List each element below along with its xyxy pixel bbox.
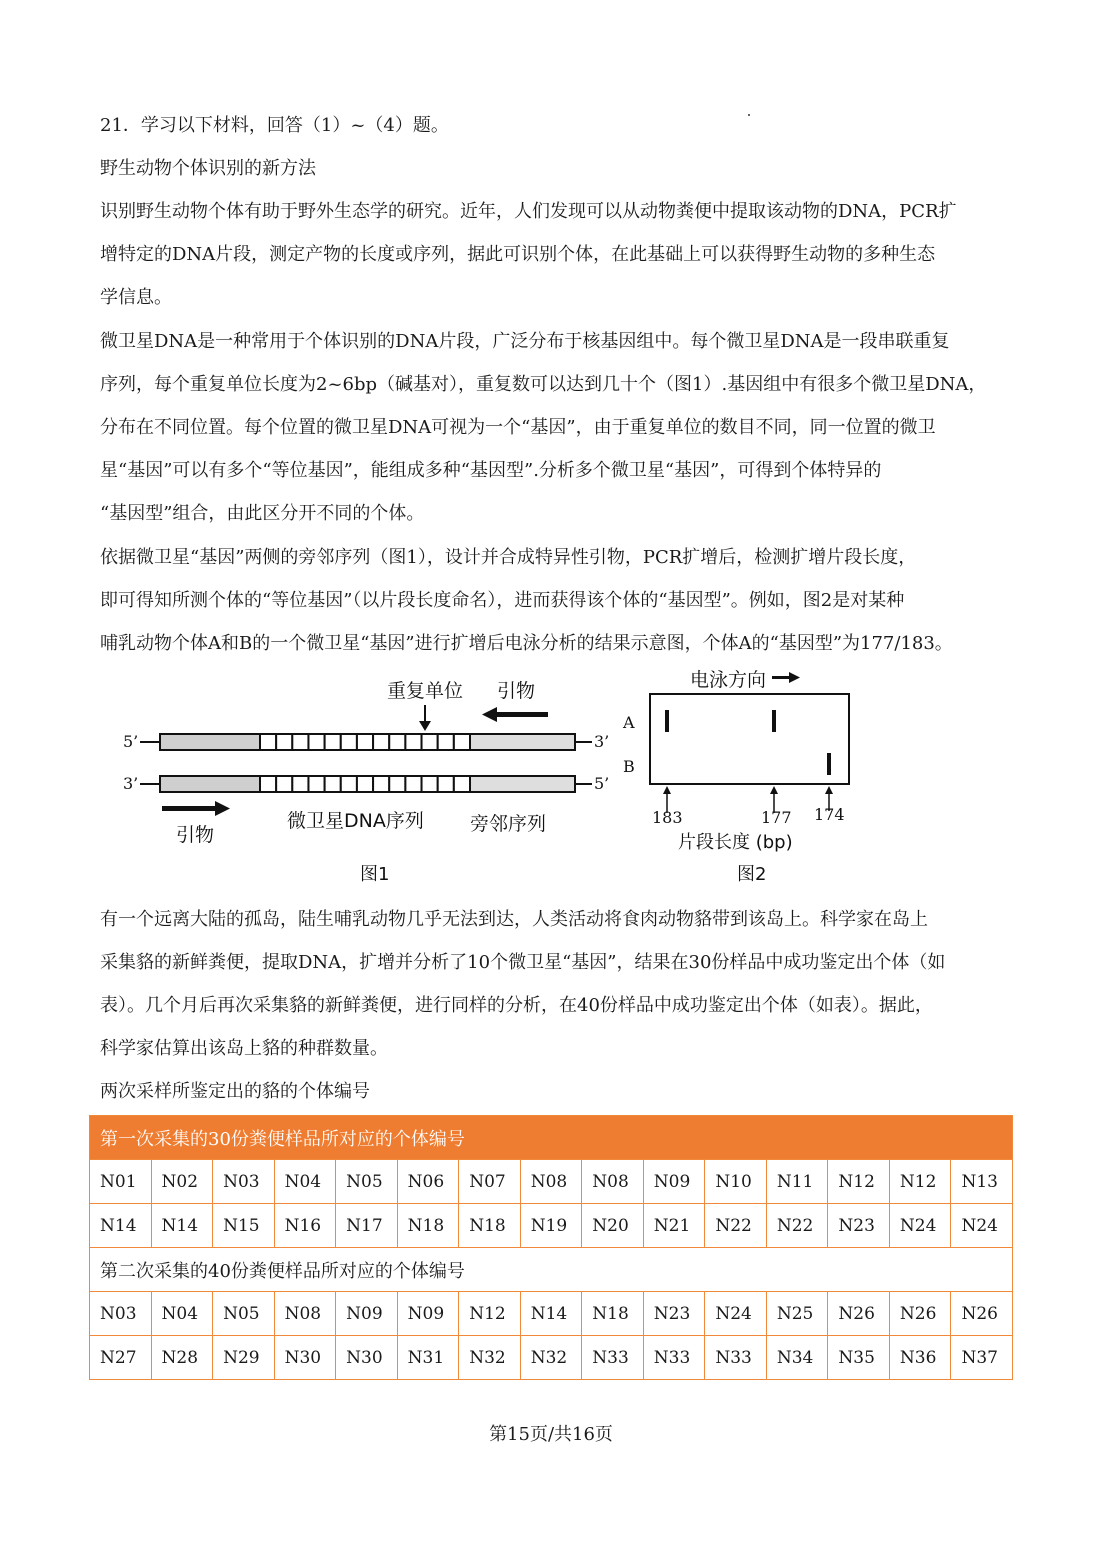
question-text: 21．学习以下材料，回答（1）~（4）题。 bbox=[100, 115, 449, 136]
table-header-cell: 第一次采集的30份粪便样品所对应的个体编号 bbox=[90, 1116, 1013, 1160]
end-label: 5’ bbox=[123, 732, 139, 751]
table-cell: N20 bbox=[582, 1204, 644, 1248]
table-cell: N11 bbox=[766, 1160, 828, 1204]
paragraph-line: “基因型”组合，由此区分开不同的个体。 bbox=[100, 503, 425, 524]
figure-2 bbox=[622, 669, 849, 885]
primer-arrow-top bbox=[495, 712, 548, 717]
repeat-unit-box bbox=[438, 776, 454, 792]
table-header-second bbox=[90, 1248, 1013, 1292]
figure-1-caption: 图1 bbox=[360, 864, 390, 885]
table-cell: N26 bbox=[951, 1292, 1013, 1336]
question-line bbox=[100, 104, 1005, 147]
table-cell: N23 bbox=[643, 1292, 705, 1336]
flanking-box bbox=[470, 776, 575, 792]
figure-1 bbox=[123, 680, 609, 885]
paragraph-line: 微卫星DNA是一种常用于个体识别的DNA片段，广泛分布于核基因组中。每个微卫星DNA是一段串联重复 bbox=[100, 331, 950, 352]
repeat-unit-box bbox=[422, 776, 438, 792]
table-cell: N24 bbox=[889, 1204, 951, 1248]
repeat-unit-box bbox=[454, 776, 470, 792]
table-cell: N24 bbox=[705, 1292, 767, 1336]
table-row bbox=[90, 1336, 1013, 1380]
table-cell: N26 bbox=[889, 1292, 951, 1336]
direction-arrow bbox=[772, 676, 790, 679]
table-cell: N14 bbox=[520, 1292, 582, 1336]
repeat-unit-box bbox=[389, 776, 405, 792]
table-cell: N08 bbox=[274, 1292, 336, 1336]
figure-area bbox=[0, 665, 1102, 895]
repeat-units bbox=[260, 776, 470, 792]
repeat-unit-box bbox=[325, 776, 341, 792]
table-cell: N05 bbox=[213, 1292, 275, 1336]
table-cell: N33 bbox=[705, 1336, 767, 1380]
paragraph-3 bbox=[100, 536, 1005, 665]
table-cell: N18 bbox=[397, 1204, 459, 1248]
table-cell: N22 bbox=[766, 1204, 828, 1248]
table-cell: N25 bbox=[766, 1292, 828, 1336]
paragraph-line: 即可得知所测个体的“等位基因”（以片段长度命名），进而获得该个体的“基因型”。例如，图2是对某种 bbox=[100, 590, 905, 611]
table-cell: N23 bbox=[828, 1204, 890, 1248]
repeat-unit-arrowhead bbox=[419, 721, 431, 731]
repeat-unit-box bbox=[276, 734, 292, 750]
table-cell: N18 bbox=[459, 1204, 521, 1248]
repeat-unit-box bbox=[373, 776, 389, 792]
repeat-unit-box bbox=[357, 776, 373, 792]
tick-label-174: 174 bbox=[814, 805, 845, 824]
tick-arrowhead bbox=[770, 786, 778, 794]
end-label: 3’ bbox=[123, 774, 139, 793]
table-row bbox=[90, 1204, 1013, 1248]
table-cell: N33 bbox=[643, 1336, 705, 1380]
table-cell: N02 bbox=[151, 1160, 213, 1204]
table-cell: N26 bbox=[828, 1292, 890, 1336]
paragraph-4 bbox=[100, 898, 1005, 1070]
table-cell: N07 bbox=[459, 1160, 521, 1204]
table-cell: N30 bbox=[274, 1336, 336, 1380]
flanking-box bbox=[470, 734, 575, 750]
table-cell: N03 bbox=[90, 1292, 152, 1336]
primer-label-bottom: 引物 bbox=[176, 824, 215, 846]
table-cell: N10 bbox=[705, 1160, 767, 1204]
tick-arrowhead bbox=[825, 786, 833, 794]
tick-label-177: 177 bbox=[761, 808, 792, 827]
paragraph-line: 增特定的DNA片段，测定产物的长度或序列，据此可识别个体，在此基础上可以获得野生动物的多种生态 bbox=[100, 244, 936, 265]
paragraph-line: 学信息。 bbox=[100, 287, 172, 308]
table-caption-text: 两次采样所鉴定出的貉的个体编号 bbox=[100, 1081, 370, 1102]
gel-band-b-174 bbox=[827, 753, 831, 775]
primer-label-top: 引物 bbox=[497, 680, 536, 702]
table-cell: N21 bbox=[643, 1204, 705, 1248]
figure-svg bbox=[0, 665, 1102, 895]
repeat-unit-box bbox=[308, 734, 324, 750]
flanking-label: 旁邻序列 bbox=[470, 813, 547, 835]
table-cell: N12 bbox=[889, 1160, 951, 1204]
end-label: 5’ bbox=[594, 774, 610, 793]
table-cell: N37 bbox=[951, 1336, 1013, 1380]
repeat-unit-box bbox=[292, 734, 308, 750]
table-cell: N01 bbox=[90, 1160, 152, 1204]
table-cell: N22 bbox=[705, 1204, 767, 1248]
table-header-cell: 第二次采集的40份粪便样品所对应的个体编号 bbox=[90, 1248, 1013, 1292]
table-cell: N18 bbox=[582, 1292, 644, 1336]
direction-label: 电泳方向 bbox=[690, 669, 767, 691]
table-cell: N33 bbox=[582, 1336, 644, 1380]
paragraph-1 bbox=[100, 190, 1005, 319]
table-cell: N08 bbox=[582, 1160, 644, 1204]
repeat-unit-box bbox=[422, 734, 438, 750]
figure-2-caption: 图2 bbox=[737, 864, 767, 885]
repeat-unit-label: 重复单位 bbox=[387, 680, 464, 702]
paragraph-line: 表）。几个月后再次采集貉的新鲜粪便，进行同样的分析，在40份样品中成功鉴定出个体（如表）。据此， bbox=[100, 995, 933, 1016]
table-cell: N29 bbox=[213, 1336, 275, 1380]
primer-arrowhead-top bbox=[482, 707, 497, 722]
table-cell: N14 bbox=[151, 1204, 213, 1248]
paragraph-line: 星“基因”可以有多个“等位基因”，能组成多种“基因型”.分析多个微卫星“基因”，可得到个体特异的 bbox=[100, 460, 882, 481]
table-cell: N06 bbox=[397, 1160, 459, 1204]
table-cell: N05 bbox=[336, 1160, 398, 1204]
table-cell: N27 bbox=[90, 1336, 152, 1380]
x-axis-label: 片段长度 (bp) bbox=[678, 832, 793, 853]
paragraph-line: 依据微卫星“基因”两侧的旁邻序列（图1），设计并合成特异性引物，PCR扩增后，检测扩增片段长度， bbox=[100, 547, 917, 568]
microsatellite-label: 微卫星DNA序列 bbox=[287, 810, 424, 832]
table-cell: N34 bbox=[766, 1336, 828, 1380]
paragraph-line: 科学家估算出该岛上貉的种群数量。 bbox=[100, 1038, 388, 1059]
gel-box bbox=[650, 694, 849, 784]
table-row bbox=[90, 1292, 1013, 1336]
table-cell: N32 bbox=[520, 1336, 582, 1380]
table-cell: N09 bbox=[397, 1292, 459, 1336]
paragraph-line: 序列，每个重复单位长度为2~6bp（碱基对），重复数可以达到几十个（图1）.基因组中有很多个微卫星DNA， bbox=[100, 374, 987, 395]
paragraph-line: 哺乳动物个体A和B的一个微卫星“基因”进行扩增后电泳分析的结果示意图，个体A的“基因型”为177/183。 bbox=[100, 633, 953, 654]
table-caption bbox=[100, 1070, 1005, 1113]
repeat-unit-box bbox=[292, 776, 308, 792]
paragraph-2 bbox=[100, 320, 1005, 535]
repeat-unit-box bbox=[373, 734, 389, 750]
repeat-unit-box bbox=[405, 776, 421, 792]
article-title bbox=[100, 147, 1005, 190]
flanking-box bbox=[160, 776, 260, 792]
repeat-unit-box bbox=[341, 776, 357, 792]
table-cell: N04 bbox=[274, 1160, 336, 1204]
table-cell: N31 bbox=[397, 1336, 459, 1380]
table-cell: N36 bbox=[889, 1336, 951, 1380]
table-row bbox=[90, 1160, 1013, 1204]
repeat-unit-box bbox=[325, 734, 341, 750]
table-cell: N24 bbox=[951, 1204, 1013, 1248]
tick-arrowhead bbox=[663, 786, 671, 794]
repeat-unit-box bbox=[276, 776, 292, 792]
repeat-unit-box bbox=[438, 734, 454, 750]
paragraph-line: 有一个远离大陆的孤岛，陆生哺乳动物几乎无法到达，人类活动将食肉动物貉带到该岛上。科学家在岛上 bbox=[100, 909, 928, 930]
primer-arrowhead-bottom bbox=[215, 801, 230, 816]
flanking-box bbox=[160, 734, 260, 750]
table-cell: N03 bbox=[213, 1160, 275, 1204]
table-cell: N09 bbox=[336, 1292, 398, 1336]
table-cell: N04 bbox=[151, 1292, 213, 1336]
table-header-first bbox=[90, 1116, 1013, 1160]
primer-arrow-bottom bbox=[162, 806, 217, 811]
row-label-a: A bbox=[623, 713, 635, 732]
repeat-units bbox=[260, 734, 470, 750]
tick-label-183: 183 bbox=[652, 808, 683, 827]
row-label-b: B bbox=[623, 757, 635, 776]
table-cell: N08 bbox=[520, 1160, 582, 1204]
paragraph-line: 分布在不同位置。每个位置的微卫星DNA可视为一个“基因”，由于重复单位的数目不同，同一位置的微卫 bbox=[100, 417, 936, 438]
article-title-text: 野生动物个体识别的新方法 bbox=[100, 158, 316, 179]
table-cell: N28 bbox=[151, 1336, 213, 1380]
page-footer: 第15页/共16页 bbox=[489, 1424, 613, 1445]
table-cell: N15 bbox=[213, 1204, 275, 1248]
table-cell: N13 bbox=[951, 1160, 1013, 1204]
repeat-unit-box bbox=[357, 734, 373, 750]
table-cell: N09 bbox=[643, 1160, 705, 1204]
direction-arrowhead bbox=[789, 672, 800, 683]
table-cell: N17 bbox=[336, 1204, 398, 1248]
repeat-unit-box bbox=[454, 734, 470, 750]
repeat-unit-box bbox=[308, 776, 324, 792]
repeat-unit-box bbox=[260, 776, 276, 792]
gel-band-a-177 bbox=[772, 710, 776, 732]
table-cell: N19 bbox=[520, 1204, 582, 1248]
table-cell: N14 bbox=[90, 1204, 152, 1248]
repeat-unit-box bbox=[405, 734, 421, 750]
table-cell: N12 bbox=[459, 1292, 521, 1336]
paragraph-line: 识别野生动物个体有助于野外生态学的研究。近年，人们发现可以从动物粪便中提取该动物的DNA，PCR扩 bbox=[100, 201, 957, 222]
repeat-unit-box bbox=[341, 734, 357, 750]
repeat-unit-box bbox=[389, 734, 405, 750]
gel-band-a-183 bbox=[665, 710, 669, 732]
table-cell: N35 bbox=[828, 1336, 890, 1380]
table-cell: N32 bbox=[459, 1336, 521, 1380]
table-cell: N30 bbox=[336, 1336, 398, 1380]
table-cell: N12 bbox=[828, 1160, 890, 1204]
table-cell: N16 bbox=[274, 1204, 336, 1248]
samples-table bbox=[89, 1115, 1013, 1380]
end-label: 3’ bbox=[594, 732, 610, 751]
paragraph-line: 采集貉的新鲜粪便，提取DNA，扩增并分析了10个微卫星“基因”，结果在30份样品中成功鉴定出个体（如 bbox=[100, 952, 946, 973]
repeat-unit-box bbox=[260, 734, 276, 750]
